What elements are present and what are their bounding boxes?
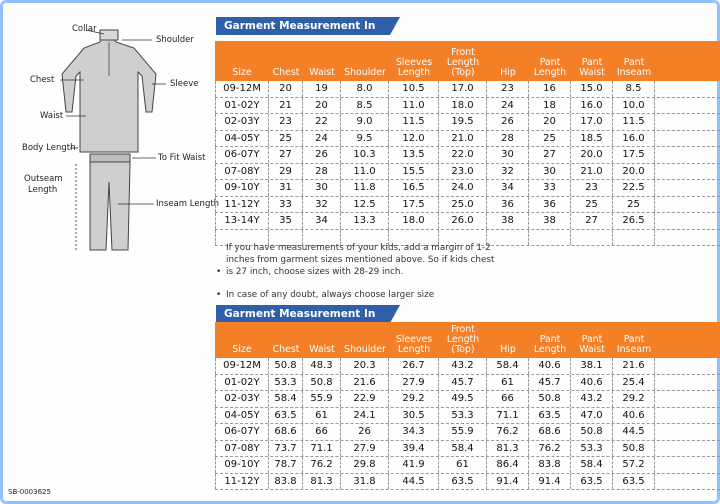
measurement-cell: 17.0 [571, 114, 613, 130]
measurement-cell: 10.5 [389, 81, 439, 97]
measurement-cell: 38 [487, 213, 529, 229]
measurement-cell: 31 [269, 180, 303, 196]
measurement-cell: 43.2 [571, 391, 613, 407]
measurement-cell: 44.5 [389, 474, 439, 490]
measurement-cell: 22.0 [439, 147, 487, 163]
measurement-cell: 29.2 [389, 391, 439, 407]
column-header: Pant Inseam [616, 57, 652, 78]
measurement-cell: 53.3 [439, 408, 487, 424]
table-row [215, 213, 720, 230]
measurement-cell: 32 [487, 164, 529, 180]
measurement-cell: 29.8 [341, 457, 389, 473]
measurement-cell: 55.9 [439, 424, 487, 440]
table-row [215, 391, 720, 408]
bullet-dot-2: • [216, 290, 222, 300]
measurement-cell: 20 [529, 114, 571, 130]
measurement-cell: 21.0 [571, 164, 613, 180]
measurement-cell: 40.6 [571, 375, 613, 391]
size-cell: 09-12M [215, 358, 269, 374]
table-row [215, 457, 720, 474]
column-header: Pant Length [533, 334, 567, 355]
cm-table-body [215, 358, 720, 490]
measurement-cell: 18 [529, 98, 571, 114]
measurement-cell: 29.2 [613, 391, 655, 407]
measurement-cell: 53.3 [269, 375, 303, 391]
inches-table-body [215, 81, 720, 246]
measurement-cell: 40.6 [613, 408, 655, 424]
column-header: Shoulder [344, 344, 386, 355]
measurement-cell: 58.4 [571, 457, 613, 473]
measurement-cell: 8.0 [341, 81, 389, 97]
body-length-label: Body Length [22, 143, 76, 153]
measurement-cell: 12.5 [341, 197, 389, 213]
inches-table-header [215, 41, 720, 81]
measurement-cell: 16 [529, 81, 571, 97]
table-row [215, 147, 720, 164]
measurement-cell: 12.0 [389, 131, 439, 147]
measurement-cell: 23 [571, 180, 613, 196]
measurement-cell: 50.8 [571, 424, 613, 440]
measurement-cell: 63.5 [439, 474, 487, 490]
measurement-cell: 27 [529, 147, 571, 163]
size-cell: 09-10Y [215, 180, 269, 196]
size-cell: 06-07Y [215, 147, 269, 163]
measurement-cell [613, 230, 655, 246]
column-header: Front Length (Top) [446, 47, 480, 78]
size-cell: 09-12M [215, 81, 269, 97]
column-header: Sleeves Length [395, 334, 433, 355]
measurement-cell: 22 [303, 114, 341, 130]
column-header: Chest [272, 344, 300, 355]
measurement-cell: 25 [529, 131, 571, 147]
measurement-cell: 15.5 [389, 164, 439, 180]
measurement-cell: 40.6 [529, 358, 571, 374]
measurement-cell: 13.3 [341, 213, 389, 229]
measurement-cell: 19.5 [439, 114, 487, 130]
outseam-length-label-line2: Length [28, 185, 58, 195]
column-header: Chest [272, 67, 300, 78]
table-row [215, 197, 720, 214]
measurement-cell: 27.9 [389, 375, 439, 391]
size-cell: 01-02Y [215, 98, 269, 114]
measurement-cell: 28 [487, 131, 529, 147]
measurement-cell: 9.0 [341, 114, 389, 130]
measurement-cell: 11.5 [389, 114, 439, 130]
measurement-cell: 24.0 [439, 180, 487, 196]
table-row [215, 375, 720, 392]
measurement-cell: 63.5 [269, 408, 303, 424]
measurement-cell: 76.2 [303, 457, 341, 473]
measurement-cell: 83.8 [269, 474, 303, 490]
measurement-cell: 11.8 [341, 180, 389, 196]
measurement-cell: 41.9 [389, 457, 439, 473]
inches-table-title: Garment Measurement In [216, 17, 390, 35]
column-header: Shoulder [344, 67, 386, 78]
measurement-cell: 27 [269, 147, 303, 163]
measurement-cell: 11.5 [613, 114, 655, 130]
outseam-length-label-line1: Outseam [24, 174, 63, 184]
measurement-cell: 36 [487, 197, 529, 213]
measurement-cell: 25 [613, 197, 655, 213]
measurement-cell: 45.7 [529, 375, 571, 391]
measurement-cell: 50.8 [303, 375, 341, 391]
measurement-cell: 22.9 [341, 391, 389, 407]
measurement-cell: 63.5 [529, 408, 571, 424]
measurement-cell [571, 230, 613, 246]
measurement-cell: 33 [529, 180, 571, 196]
to-fit-waist-label: To Fit Waist [158, 153, 206, 163]
measurement-cell: 8.5 [613, 81, 655, 97]
column-header: Waist [309, 344, 335, 355]
measurement-cell: 61 [439, 457, 487, 473]
measurement-cell: 36 [529, 197, 571, 213]
table-row [215, 131, 720, 148]
measurement-cell: 63.5 [613, 474, 655, 490]
measurement-cell: 8.5 [341, 98, 389, 114]
table-row [215, 81, 720, 98]
measurement-cell: 23 [269, 114, 303, 130]
measurement-cell: 26.0 [439, 213, 487, 229]
column-header: Hip [500, 344, 516, 355]
measurement-cell: 17.5 [389, 197, 439, 213]
measurement-cell: 50.8 [529, 391, 571, 407]
measurement-cell: 34 [303, 213, 341, 229]
measurement-cell: 43.2 [439, 358, 487, 374]
cm-table-header [215, 322, 720, 358]
size-cell: 11-12Y [215, 474, 269, 490]
measurement-cell: 20 [269, 81, 303, 97]
column-header: Size [232, 67, 252, 78]
measurement-cell: 23.0 [439, 164, 487, 180]
waist-label: Waist [40, 111, 64, 121]
measurement-cell: 22.5 [613, 180, 655, 196]
measurement-cell: 17.0 [439, 81, 487, 97]
measurement-cell: 15.0 [571, 81, 613, 97]
measurement-cell: 68.6 [529, 424, 571, 440]
column-header: Pant Inseam [616, 334, 652, 355]
measurement-cell: 21.6 [341, 375, 389, 391]
measurement-cell: 26.5 [613, 213, 655, 229]
measurement-cell: 81.3 [303, 474, 341, 490]
table-row [215, 114, 720, 131]
measurement-cell: 39.4 [389, 441, 439, 457]
product-code: SB-0003625 [8, 488, 51, 496]
measurement-cell: 61 [487, 375, 529, 391]
size-cell: 09-10Y [215, 457, 269, 473]
measurement-cell: 31.8 [341, 474, 389, 490]
size-cell: 13-14Y [215, 213, 269, 229]
measurement-cell: 13.5 [389, 147, 439, 163]
size-cell: 02-03Y [215, 114, 269, 130]
larger-size-note: In case of any doubt, always choose larger size [226, 290, 435, 300]
measurement-cell: 35 [269, 213, 303, 229]
measurement-cell: 68.6 [269, 424, 303, 440]
measurement-cell: 20 [303, 98, 341, 114]
table-row [215, 180, 720, 197]
size-cell: 04-05Y [215, 131, 269, 147]
measurement-cell: 34.3 [389, 424, 439, 440]
measurement-cell: 16.5 [389, 180, 439, 196]
column-header: Waist [309, 67, 335, 78]
size-cell: 01-02Y [215, 375, 269, 391]
column-header: Pant Length [533, 57, 567, 78]
measurement-cell: 21 [269, 98, 303, 114]
measurement-cell: 48.3 [303, 358, 341, 374]
measurement-cell: 50.8 [269, 358, 303, 374]
table-row [215, 164, 720, 181]
measurement-cell: 76.2 [529, 441, 571, 457]
measurement-cell: 61 [303, 408, 341, 424]
column-header: Size [232, 344, 252, 355]
measurement-cell: 49.5 [439, 391, 487, 407]
measurement-cell: 30 [529, 164, 571, 180]
margin-note-line1: If you have measurements of your kids, add a margin of 1-2 [226, 243, 491, 253]
measurement-cell: 24.1 [341, 408, 389, 424]
measurement-cell: 25 [269, 131, 303, 147]
size-cell: 07-08Y [215, 164, 269, 180]
measurement-cell: 58.4 [487, 358, 529, 374]
measurement-cell: 25.0 [439, 197, 487, 213]
measurement-cell: 17.5 [613, 147, 655, 163]
cm-table-title: Garment Measurement In [216, 305, 390, 323]
measurement-cell: 10.3 [341, 147, 389, 163]
measurement-cell: 32 [303, 197, 341, 213]
measurement-cell: 33 [269, 197, 303, 213]
measurement-cell: 26 [487, 114, 529, 130]
measurement-cell: 66 [303, 424, 341, 440]
measurement-cell: 30.5 [389, 408, 439, 424]
measurement-cell: 91.4 [529, 474, 571, 490]
measurement-cell: 30 [303, 180, 341, 196]
measurement-cell: 34 [487, 180, 529, 196]
measurement-cell: 20.0 [571, 147, 613, 163]
measurement-cell: 21.6 [613, 358, 655, 374]
measurement-cell: 58.4 [269, 391, 303, 407]
column-header: Sleeves Length [395, 57, 433, 78]
measurement-cell: 26.7 [389, 358, 439, 374]
measurement-cell: 45.7 [439, 375, 487, 391]
measurement-cell: 63.5 [571, 474, 613, 490]
table-row [215, 358, 720, 375]
measurement-cell: 55.9 [303, 391, 341, 407]
measurement-cell: 25.4 [613, 375, 655, 391]
measurement-cell: 71.1 [487, 408, 529, 424]
margin-note [226, 242, 494, 278]
margin-note-line2: inches from garment sizes mentioned above. So if kids chest [226, 255, 495, 265]
measurement-cell: 30 [487, 147, 529, 163]
size-cell: 11-12Y [215, 197, 269, 213]
measurement-cell: 27.9 [341, 441, 389, 457]
measurement-cell: 38.1 [571, 358, 613, 374]
measurement-cell [529, 230, 571, 246]
measurement-cell: 91.4 [487, 474, 529, 490]
chest-label: Chest [30, 75, 55, 85]
measurement-cell: 58.4 [439, 441, 487, 457]
measurement-cell: 26 [341, 424, 389, 440]
collar-label: Collar [72, 24, 97, 34]
measurement-cell: 76.2 [487, 424, 529, 440]
measurement-cell: 78.7 [269, 457, 303, 473]
measurement-cell: 23 [487, 81, 529, 97]
column-header: Pant Waist [579, 334, 605, 355]
size-cell: 02-03Y [215, 391, 269, 407]
size-cell: 06-07Y [215, 424, 269, 440]
measurement-cell: 81.3 [487, 441, 529, 457]
size-cell: 07-08Y [215, 441, 269, 457]
measurement-cell: 18.0 [439, 98, 487, 114]
measurement-cell: 66 [487, 391, 529, 407]
measurement-cell: 25 [571, 197, 613, 213]
shoulder-label: Shoulder [156, 35, 194, 45]
measurement-cell: 19 [303, 81, 341, 97]
measurement-cell: 29 [269, 164, 303, 180]
measurement-cell: 11.0 [341, 164, 389, 180]
measurement-cell: 21.0 [439, 131, 487, 147]
measurement-cell: 11.0 [389, 98, 439, 114]
table-row [215, 441, 720, 458]
measurement-cell: 50.8 [613, 441, 655, 457]
column-header: Pant Waist [579, 57, 605, 78]
measurement-cell: 47.0 [571, 408, 613, 424]
measurement-cell: 27 [571, 213, 613, 229]
measurement-cell: 28 [303, 164, 341, 180]
measurement-cell: 44.5 [613, 424, 655, 440]
column-header: Hip [500, 67, 516, 78]
column-header: Front Length (Top) [446, 324, 480, 355]
measurement-cell: 86.4 [487, 457, 529, 473]
sleeve-label: Sleeve [170, 79, 199, 89]
table-row [215, 98, 720, 115]
garment-diagram [6, 14, 220, 274]
measurement-cell: 73.7 [269, 441, 303, 457]
measurement-cell: 18.5 [571, 131, 613, 147]
measurement-cell: 71.1 [303, 441, 341, 457]
measurement-cell: 18.0 [389, 213, 439, 229]
measurement-cell: 9.5 [341, 131, 389, 147]
measurement-cell: 83.8 [529, 457, 571, 473]
margin-note-line3: is 27 inch, choose sizes with 28-29 inch. [226, 267, 404, 277]
measurement-cell: 53.3 [571, 441, 613, 457]
measurement-cell: 57.2 [613, 457, 655, 473]
measurement-cell: 20.0 [613, 164, 655, 180]
table-row [215, 474, 720, 491]
size-cell: 04-05Y [215, 408, 269, 424]
measurement-cell: 24 [487, 98, 529, 114]
measurement-cell: 16.0 [571, 98, 613, 114]
measurement-cell: 20.3 [341, 358, 389, 374]
measurement-cell: 24 [303, 131, 341, 147]
measurement-cell: 38 [529, 213, 571, 229]
measurement-cell: 26 [303, 147, 341, 163]
measurement-cell: 10.0 [613, 98, 655, 114]
table-row [215, 408, 720, 425]
bullet-dot-1: • [216, 267, 222, 277]
measurement-cell: 16.0 [613, 131, 655, 147]
table-row [215, 424, 720, 441]
inseam-length-label: Inseam Length [156, 199, 220, 209]
